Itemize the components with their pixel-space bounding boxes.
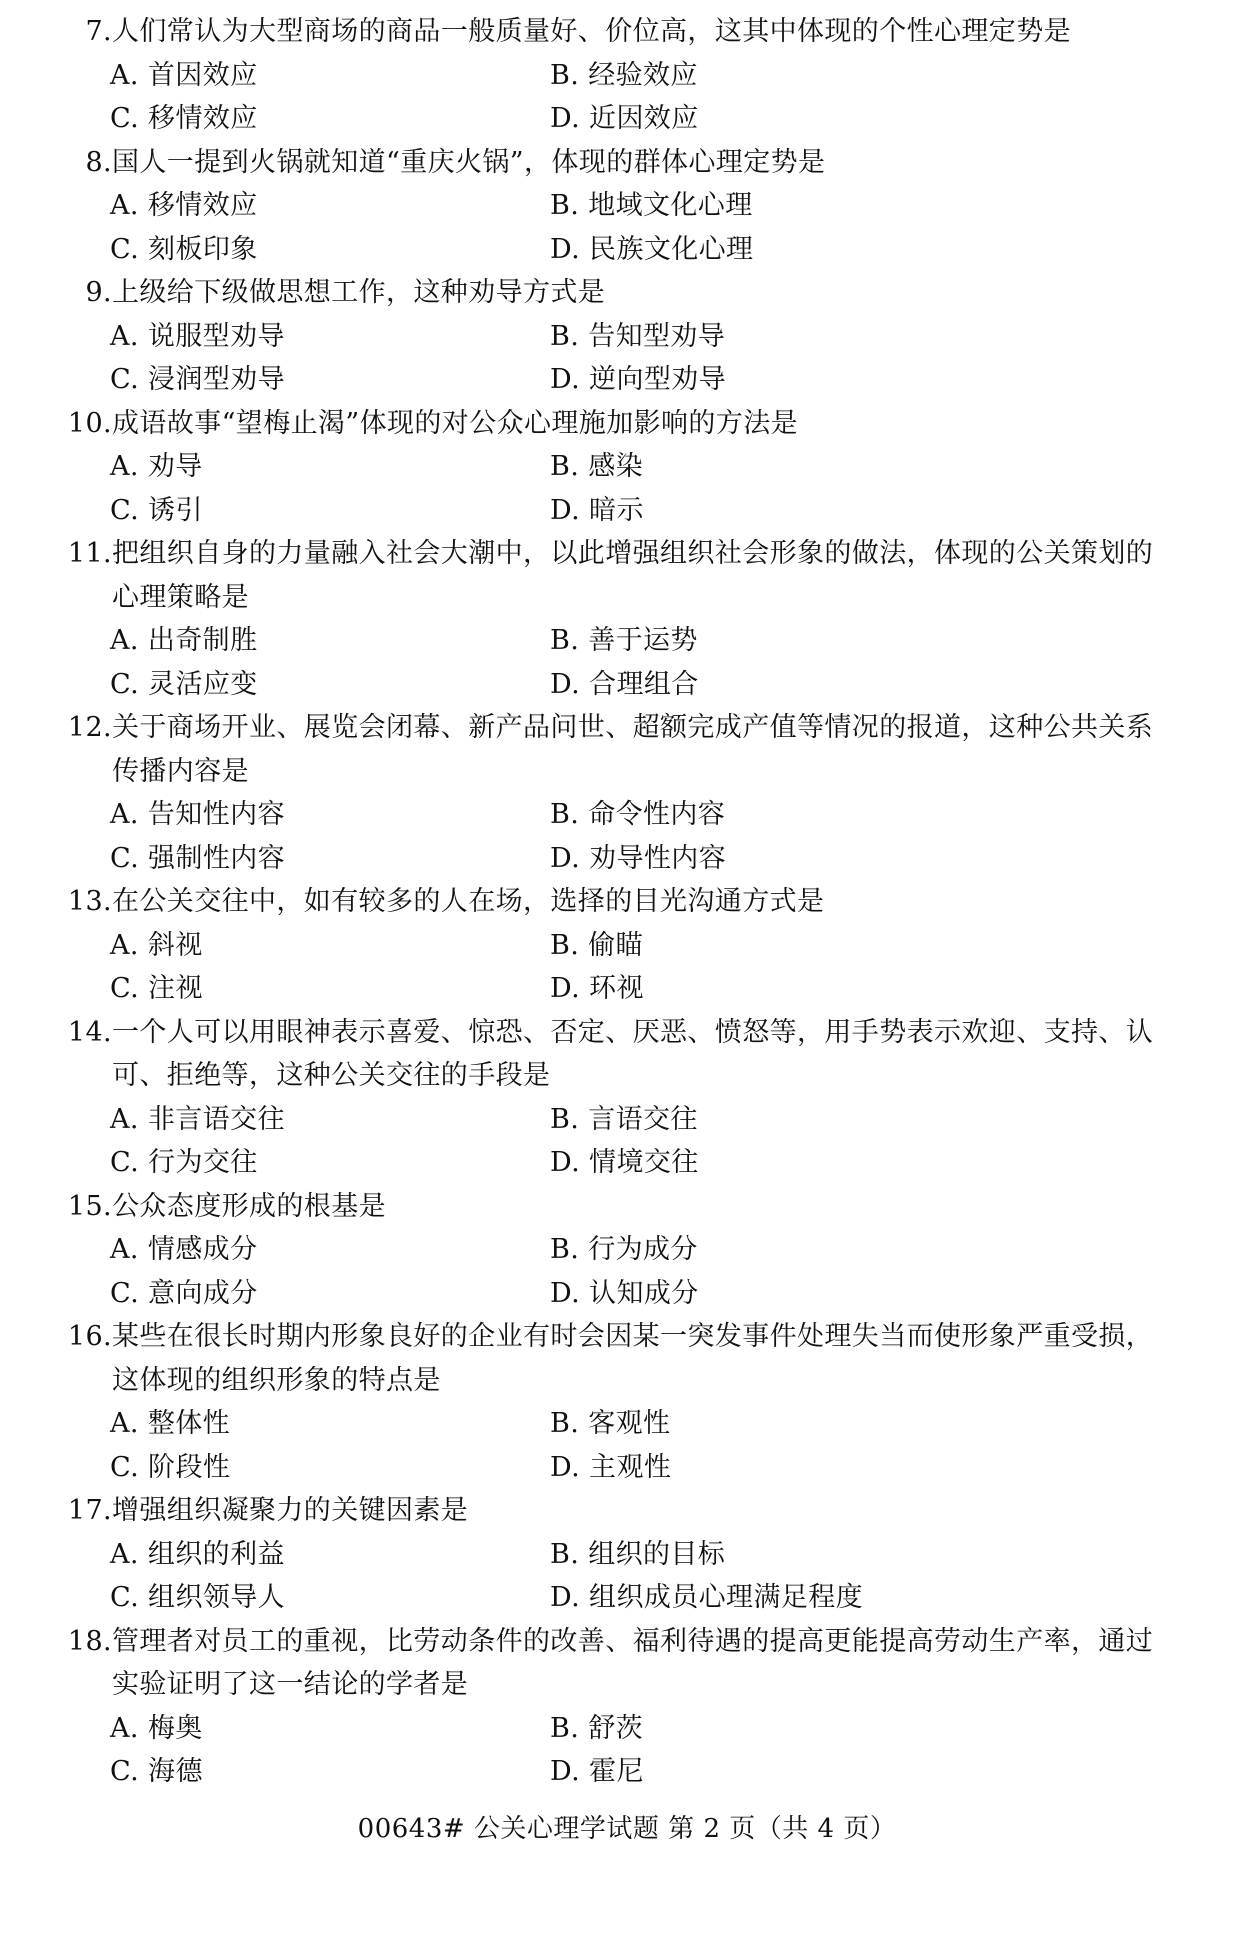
question-stem bbox=[62, 706, 1162, 793]
option-b: B. 客观性 bbox=[550, 1408, 671, 1439]
option-b: B. 舒茨 bbox=[550, 1712, 644, 1744]
option-list bbox=[62, 1533, 1162, 1620]
option-d: D. 主观性 bbox=[550, 1451, 672, 1483]
option-b: B. 组织的目标 bbox=[550, 1538, 726, 1570]
option-c: C. 组织领导人 bbox=[110, 1582, 286, 1613]
question-stem bbox=[62, 1185, 1162, 1229]
option-a: A. 首因效应 bbox=[110, 59, 258, 91]
option-a: A. 说服型劝导 bbox=[110, 320, 285, 352]
question-11 bbox=[62, 532, 1162, 706]
question-8 bbox=[62, 141, 1162, 272]
question-stem bbox=[62, 1489, 1162, 1533]
question-stem bbox=[62, 1620, 1162, 1707]
option-list bbox=[62, 184, 1162, 271]
option-a: A. 斜视 bbox=[110, 929, 203, 961]
option-c: C. 灵活应变 bbox=[110, 668, 258, 700]
question-text: 把组织自身的力量融入社会大潮中，以此增强组织社会形象的做法，体现的公关策划的心理策略是 bbox=[112, 538, 1154, 613]
option-c: C. 刻板印象 bbox=[110, 233, 258, 265]
question-9 bbox=[62, 271, 1162, 402]
option-d: D. 霍尼 bbox=[550, 1756, 644, 1787]
option-c: C. 浸润型劝导 bbox=[110, 364, 286, 395]
question-7 bbox=[62, 10, 1162, 141]
option-a: A. 非言语交往 bbox=[110, 1103, 285, 1135]
option-list bbox=[62, 924, 1162, 1011]
question-stem bbox=[62, 1315, 1162, 1402]
exam-page bbox=[62, 10, 1162, 1794]
option-list bbox=[62, 445, 1162, 532]
question-15 bbox=[62, 1185, 1162, 1316]
question-number: 9. bbox=[85, 277, 112, 308]
question-13 bbox=[62, 880, 1162, 1011]
option-d: D. 认知成分 bbox=[550, 1277, 699, 1309]
question-number: 17. bbox=[67, 1495, 112, 1526]
option-b: B. 地域文化心理 bbox=[550, 190, 753, 221]
question-number: 14. bbox=[67, 1016, 112, 1048]
question-text: 人们常认为大型商场的商品一般质量好、价位高，这其中体现的个性心理定势是 bbox=[112, 16, 1071, 47]
question-number: 8. bbox=[85, 146, 112, 178]
option-d: D. 情境交往 bbox=[550, 1147, 699, 1178]
option-c: C. 移情效应 bbox=[110, 103, 258, 134]
option-c: C. 海德 bbox=[110, 1756, 203, 1787]
question-text: 在公关交往中，如有较多的人在场，选择的目光沟通方式是 bbox=[112, 886, 825, 917]
option-a: A. 移情效应 bbox=[110, 190, 258, 221]
option-a: A. 告知性内容 bbox=[110, 799, 285, 830]
question-number: 18. bbox=[67, 1625, 112, 1657]
option-a: A. 组织的利益 bbox=[110, 1538, 285, 1570]
question-number: 12. bbox=[67, 712, 112, 743]
question-number: 10. bbox=[67, 407, 112, 439]
question-stem bbox=[62, 1011, 1162, 1098]
option-c: C. 强制性内容 bbox=[110, 842, 286, 874]
option-list bbox=[62, 1402, 1162, 1489]
option-d: D. 逆向型劝导 bbox=[550, 364, 727, 395]
option-list bbox=[62, 1228, 1162, 1315]
option-c: C. 注视 bbox=[110, 973, 203, 1004]
question-number: 16. bbox=[67, 1321, 112, 1352]
option-d: D. 组织成员心理满足程度 bbox=[550, 1582, 864, 1613]
option-a: A. 整体性 bbox=[110, 1408, 231, 1439]
option-d: D. 暗示 bbox=[550, 494, 644, 526]
option-c: C. 阶段性 bbox=[110, 1451, 231, 1483]
option-list bbox=[62, 619, 1162, 706]
option-d: D. 民族文化心理 bbox=[550, 233, 754, 265]
question-18 bbox=[62, 1620, 1162, 1794]
option-b: B. 善于运势 bbox=[550, 625, 698, 656]
option-a: A. 出奇制胜 bbox=[110, 625, 258, 656]
question-text: 国人一提到火锅就知道“重庆火锅”，体现的群体心理定势是 bbox=[112, 146, 826, 178]
option-d: D. 环视 bbox=[550, 973, 644, 1004]
option-d: D. 劝导性内容 bbox=[550, 842, 727, 874]
option-a: A. 梅奥 bbox=[110, 1712, 203, 1744]
option-list bbox=[62, 1098, 1162, 1185]
question-stem bbox=[62, 402, 1162, 446]
option-a: A. 情感成分 bbox=[110, 1234, 258, 1265]
question-text: 增强组织凝聚力的关键因素是 bbox=[112, 1495, 469, 1526]
option-list bbox=[62, 54, 1162, 141]
question-text: 管理者对员工的重视，比劳动条件的改善、福利待遇的提高更能提高劳动生产率，通过实验证明了这一结论的学者是 bbox=[112, 1625, 1154, 1700]
page-footer: 00643# 公关心理学试题 第 2 页（共 4 页） bbox=[357, 1814, 897, 1844]
option-b: B. 经验效应 bbox=[550, 59, 698, 91]
option-c: C. 行为交往 bbox=[110, 1147, 258, 1178]
question-text: 某些在很长时期内形象良好的企业有时会因某一突发事件处理失当而使形象严重受损，这体现的组织形象的特点是 bbox=[112, 1321, 1154, 1396]
question-stem bbox=[62, 10, 1162, 54]
question-number: 11. bbox=[67, 538, 112, 569]
option-b: B. 命令性内容 bbox=[550, 799, 726, 830]
option-b: B. 告知型劝导 bbox=[550, 320, 726, 352]
question-stem bbox=[62, 141, 1162, 185]
question-text: 关于商场开业、展览会闭幕、新产品问世、超额完成产值等情况的报道，这种公共关系传播内容是 bbox=[112, 712, 1154, 787]
option-b: B. 偷瞄 bbox=[550, 929, 644, 961]
question-text: 一个人可以用眼神表示喜爱、惊恐、否定、厌恶、愤怒等，用手势表示欢迎、支持、认可、拒绝等，这种公关交往的手段是 bbox=[112, 1016, 1154, 1091]
question-17 bbox=[62, 1489, 1162, 1620]
option-list bbox=[62, 315, 1162, 402]
question-stem bbox=[62, 532, 1162, 619]
question-text: 公众态度形成的根基是 bbox=[112, 1190, 386, 1222]
question-10 bbox=[62, 402, 1162, 533]
question-16 bbox=[62, 1315, 1162, 1489]
question-list bbox=[62, 10, 1162, 1794]
question-text: 上级给下级做思想工作，这种劝导方式是 bbox=[112, 277, 606, 308]
option-b: B. 行为成分 bbox=[550, 1234, 698, 1265]
question-number: 13. bbox=[67, 886, 112, 917]
option-a: A. 劝导 bbox=[110, 451, 203, 482]
option-list bbox=[62, 1707, 1162, 1794]
question-stem bbox=[62, 271, 1162, 315]
question-12 bbox=[62, 706, 1162, 880]
option-c: C. 意向成分 bbox=[110, 1277, 258, 1309]
option-d: D. 合理组合 bbox=[550, 668, 699, 700]
option-c: C. 诱引 bbox=[110, 494, 203, 526]
question-number: 15. bbox=[67, 1190, 112, 1222]
question-14 bbox=[62, 1011, 1162, 1185]
question-stem bbox=[62, 880, 1162, 924]
question-number: 7. bbox=[85, 16, 112, 47]
option-b: B. 感染 bbox=[550, 451, 644, 482]
option-d: D. 近因效应 bbox=[550, 103, 699, 134]
question-text: 成语故事“望梅止渴”体现的对公众心理施加影响的方法是 bbox=[112, 407, 799, 439]
option-list bbox=[62, 793, 1162, 880]
option-b: B. 言语交往 bbox=[550, 1103, 698, 1135]
